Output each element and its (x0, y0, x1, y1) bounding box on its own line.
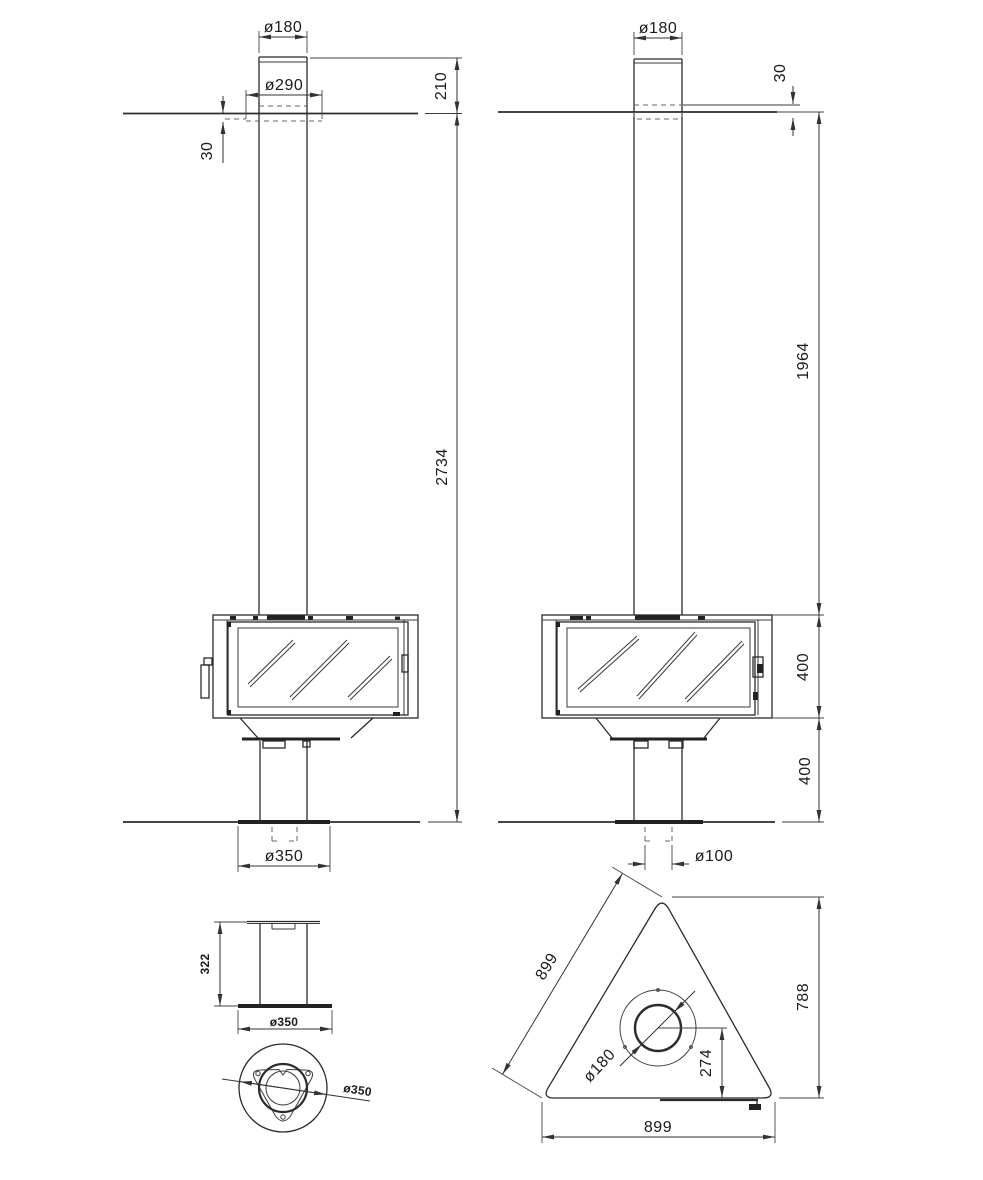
dim-label-plan-front-width: 899 (643, 1119, 673, 1136)
plan-outline (546, 903, 771, 1098)
firebox-side (542, 615, 772, 718)
dim-label-collar-diameter: ø290 (264, 77, 304, 94)
dim-pedestal-detail-height (198, 922, 247, 1006)
dim-total-height (434, 114, 457, 823)
dim-collar-depth (199, 96, 223, 163)
dim-label-total-height: 2734 (434, 448, 451, 486)
flue-pipe (259, 57, 307, 615)
dim-label-pedestal-detail-height: 322 (198, 953, 212, 975)
floor-plate (238, 820, 330, 824)
dim-ceiling-to-firebox (777, 112, 824, 615)
dim-label-detail-base-diameter: ø350 (269, 1015, 299, 1029)
dim-pedestal-height (797, 718, 819, 822)
dim-flue-diameter (259, 19, 307, 53)
dim-label-floor-plate-diameter: ø350 (264, 848, 304, 865)
dim-flue-diameter (634, 20, 682, 55)
dim-label-flue-offset: 274 (698, 1048, 715, 1078)
dim-label-ceiling-to-firebox: 1964 (795, 342, 812, 380)
dim-label-collar-depth: 30 (772, 63, 789, 83)
dim-collar-diameter (246, 77, 322, 114)
dim-label-flue-diameter: ø180 (263, 19, 303, 36)
dim-label-plan-left-side: 899 (532, 950, 562, 984)
dim-label-flue-above-ceiling: 210 (433, 71, 450, 101)
firebox-front (201, 615, 418, 718)
pedestal-detail-view (198, 922, 332, 1035)
firebox-base (596, 718, 720, 748)
glass-reflections (578, 632, 744, 702)
pedestal-column (260, 741, 307, 820)
dim-label-pedestal-pipe-diameter: ø100 (694, 848, 734, 865)
floor-line (123, 820, 462, 841)
dim-flue-offset (658, 1028, 727, 1098)
dim-plan-front-width (542, 1102, 775, 1143)
dim-flue-above-ceiling (310, 58, 462, 114)
dim-plan-depth (672, 897, 824, 1098)
plan-view (492, 867, 824, 1143)
pedestal-column (634, 741, 682, 820)
dim-pedestal-pipe-diameter (628, 845, 733, 870)
base-plate-plan-view (222, 1044, 373, 1132)
dim-label-flue-diameter: ø180 (638, 20, 678, 37)
dim-label-plate-diameter: ø350 (342, 1080, 373, 1100)
dim-label-collar-depth: 30 (199, 141, 216, 161)
dim-collar-depth (772, 64, 793, 136)
detail-base-plate (238, 1004, 332, 1008)
dim-firebox-height (772, 615, 824, 718)
ceiling-line (498, 105, 800, 119)
dim-plan-left-side (492, 867, 662, 1098)
firebox-glass (567, 628, 750, 707)
front-view (123, 19, 462, 872)
floor-plate (615, 820, 703, 824)
firebox-door (557, 622, 755, 715)
flue-pipe (634, 59, 682, 615)
dim-label-firebox-height: 400 (795, 652, 812, 682)
door-latch (402, 655, 408, 672)
glass-reflections (248, 640, 392, 700)
dim-label-pedestal-height: 400 (797, 756, 814, 786)
dim-detail-base-diameter (238, 1010, 332, 1034)
firebox-glass (238, 628, 398, 707)
side-view (498, 20, 824, 870)
dim-label-plan-flue-diameter: ø180 (580, 1046, 620, 1086)
dim-label-plan-depth: 788 (795, 982, 812, 1012)
floor-line (498, 820, 824, 841)
dim-floor-plate-diameter (238, 826, 330, 872)
